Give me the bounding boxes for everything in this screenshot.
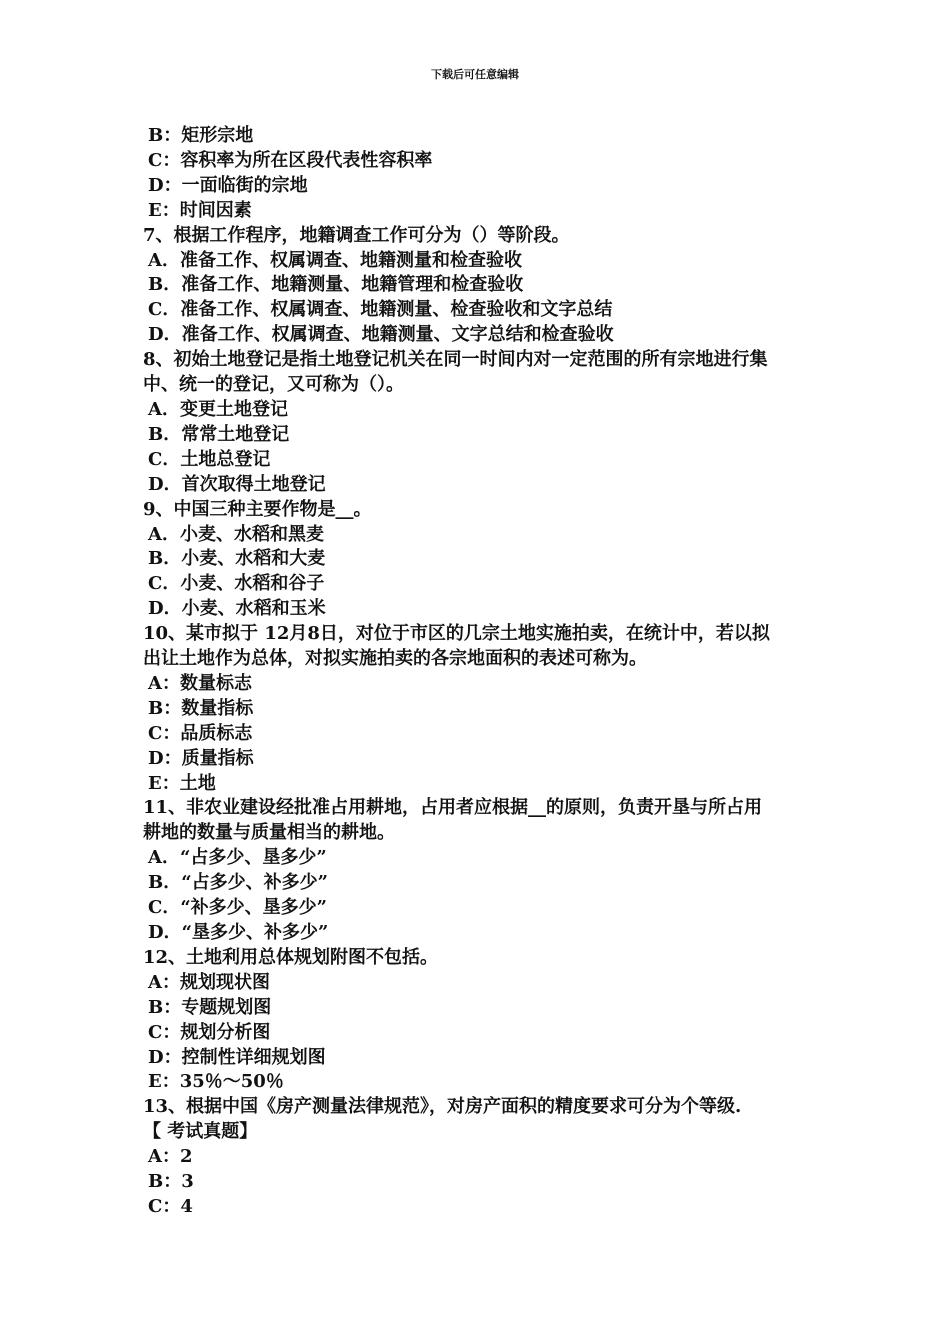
question-line: 11、非农业建设经批准占用耕地，占用者应根据__的原则，负责开垦与所占用 <box>143 797 763 819</box>
question-line: 中、统一的登记，又可称为（）。 <box>143 374 404 396</box>
option-line: C：品质标志 <box>148 722 253 744</box>
question-line: 10、某市拟于 12月8日，对位于市区的几宗土地实施拍卖，在统计中，若以拟 <box>143 623 770 645</box>
option-line: D．“垦多少、补多少” <box>148 922 329 943</box>
option-line: D：一面临街的宗地 <box>148 174 308 196</box>
option-line: A：数量标志 <box>148 672 252 694</box>
option-line: B．常常土地登记 <box>148 423 290 445</box>
option-line: C：规划分析图 <box>148 1021 271 1043</box>
option-line: C．“补多少、垦多少” <box>148 897 328 919</box>
option-line: D．首次取得土地登记 <box>148 473 326 495</box>
option-line: B．小麦、水稻和大麦 <box>148 548 326 570</box>
option-line: C．土地总登记 <box>148 448 271 470</box>
option-line: D．准备工作、权属调查、地籍测量、文字总结和检查验收 <box>148 324 614 346</box>
question-line: 13、根据中国《房产测量法律规范》，对房产面积的精度要求可分为个等级. <box>143 1096 742 1118</box>
option-line: A：2 <box>148 1146 193 1168</box>
option-line: D．小麦、水稻和玉米 <box>148 598 326 620</box>
option-line: B．“占多少、补多少” <box>148 872 328 894</box>
option-line: C．小麦、水稻和谷子 <box>148 573 325 595</box>
option-line: A：规划现状图 <box>148 971 270 993</box>
question-line: 8、初始土地登记是指土地登记机关在同一时间内对一定范围的所有宗地进行集 <box>143 349 768 371</box>
question-line: 9、中国三种主要作物是__。 <box>143 498 372 520</box>
option-line: B：数量指标 <box>148 697 254 719</box>
option-line: A．准备工作、权属调查、地籍测量和检查验收 <box>148 249 522 271</box>
source-note: 【 考试真题】 <box>143 1121 258 1143</box>
option-line: E：35％～50％ <box>148 1071 284 1093</box>
question-line: 12、土地利用总体规划附图不包括。 <box>143 946 439 968</box>
question-line: 出让土地作为总体，对拟实施拍卖的各宗地面积的表述可称为。 <box>143 648 647 670</box>
question-line: 7、根据工作程序，地籍调查工作可分为（）等阶段。 <box>143 224 570 246</box>
option-line: C：4 <box>148 1195 193 1217</box>
question-line: 耕地的数量与质量相当的耕地。 <box>143 822 395 844</box>
option-line: D：质量指标 <box>148 747 254 769</box>
option-line: E：时间因素 <box>148 199 252 221</box>
document-body <box>143 124 813 1220</box>
option-line: C．准备工作、权属调查、地籍测量、检查验收和文字总结 <box>148 299 613 321</box>
option-line: E：土地 <box>148 772 216 794</box>
option-line: A．小麦、水稻和黑麦 <box>148 523 324 545</box>
option-line: A．“占多少、垦多少” <box>148 847 327 869</box>
option-line: C：容积率为所在区段代表性容积率 <box>148 149 433 171</box>
page-header: 下载后可任意编辑 <box>431 68 519 81</box>
option-line: B．准备工作、地籍测量、地籍管理和检查验收 <box>148 274 524 296</box>
option-line: B：3 <box>148 1171 194 1193</box>
option-line: A．变更土地登记 <box>148 398 288 420</box>
option-line: D：控制性详细规划图 <box>148 1046 326 1068</box>
option-line: B：专题规划图 <box>148 996 272 1018</box>
option-line: B：矩形宗地 <box>148 125 254 146</box>
